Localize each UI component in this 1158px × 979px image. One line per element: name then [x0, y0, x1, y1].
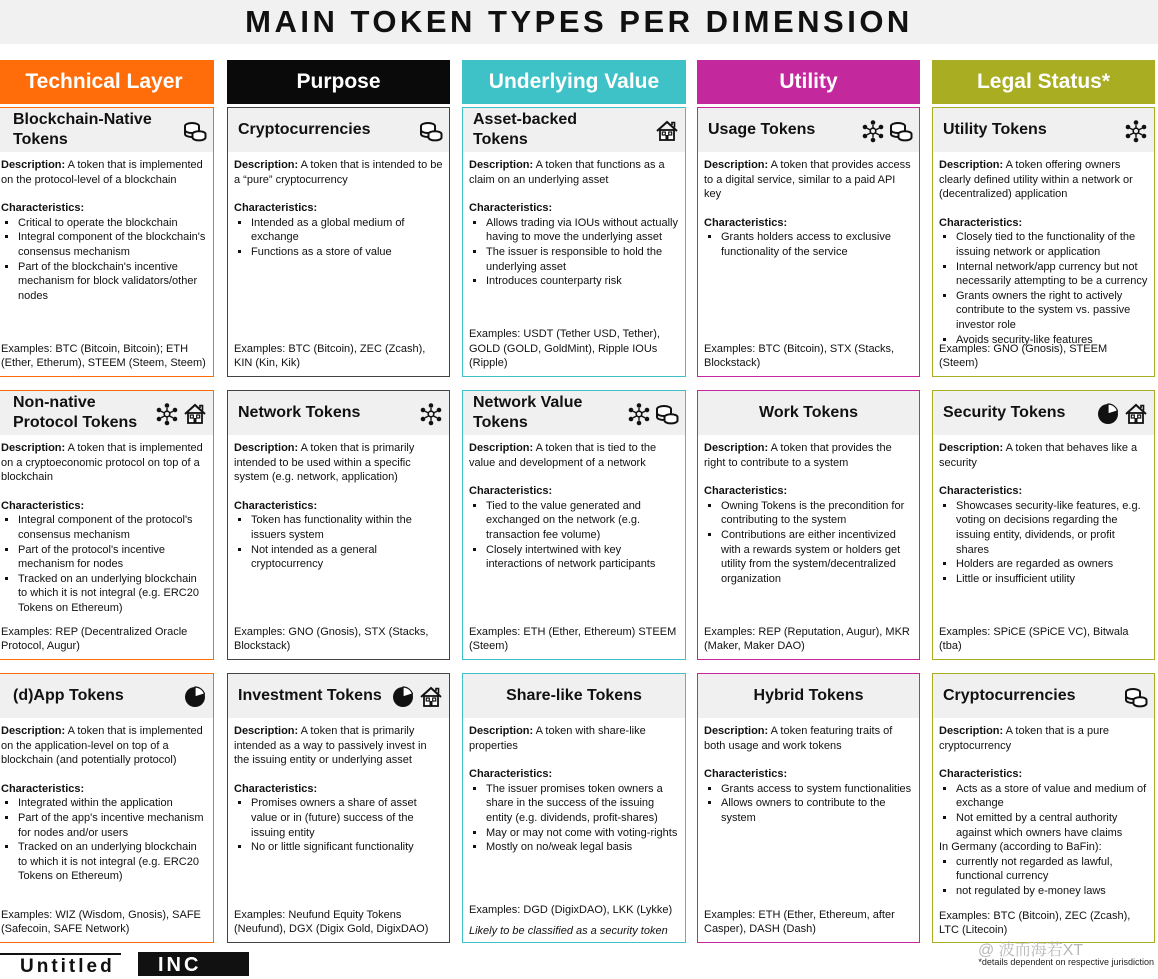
characteristic-item: ▪ Grants holders access to exclusive functionality of the service — [721, 230, 913, 259]
card-icons — [1096, 402, 1148, 426]
token-card — [227, 673, 450, 943]
description-spacer — [234, 485, 443, 499]
card-body — [0, 435, 213, 616]
column-header-5: Legal Status* — [932, 60, 1155, 104]
coins-icon — [1124, 685, 1148, 709]
coins-icon — [419, 119, 443, 143]
characteristic-item: ▪ not regulated by e-money laws — [956, 884, 1148, 899]
card-body — [698, 152, 919, 260]
characteristic-item: ▪ Intended as a global medium of exchange — [251, 216, 443, 245]
examples — [469, 327, 679, 371]
characteristic-item: ▪ Acts as a store of value and medium of exchange — [956, 782, 1148, 811]
description-label: Description: — [469, 159, 534, 171]
description-text: A token featuring traits of both usage and work tokens — [704, 725, 893, 752]
characteristic-item: ▪ Tracked on an underlying blockchain to which it is not integral (e.g. ERC20 Tokens on Ethereum) — [18, 840, 207, 884]
card-icons — [655, 119, 679, 143]
card-icons — [1124, 119, 1148, 143]
description-label: Description: — [234, 159, 299, 171]
description-label: Description: — [704, 159, 769, 171]
card-title: Non-native Protocol Tokens — [13, 394, 138, 431]
card-body — [933, 152, 1154, 347]
characteristic-item: ▪ Not emitted by a central authority against which owners have claims — [956, 811, 1148, 840]
token-card — [697, 390, 920, 660]
characteristics-label: Characteristics: — [1, 202, 85, 215]
description-label: Description: — [939, 442, 1004, 454]
examples-text: DGD (DigixDAO), LKK (Lykke) — [523, 904, 673, 917]
description-spacer — [1, 768, 207, 782]
characteristic-item: ▪ Closely intertwined with key interactions of network participants — [486, 543, 679, 572]
description-text: A token that is a pure cryptocurrency — [939, 725, 1109, 752]
card-title: Investment Tokens — [238, 687, 382, 704]
description-text: A token that provides the right to contribute to a system — [704, 442, 892, 469]
characteristic-item: ▪ Closely tied to the functionality of the issuing network or application — [956, 230, 1148, 259]
description-text: A token with share-like properties — [469, 725, 646, 752]
card-body — [698, 718, 919, 826]
card-header — [698, 108, 919, 152]
examples-text: SPiCE (SPiCE VC), Bitwala (tba) — [939, 625, 1129, 653]
column-header-2: Purpose — [227, 60, 450, 104]
characteristic-item: ▪ Grants owners the right to actively contribute to the system vs. passive investor role — [956, 289, 1148, 333]
house-icon — [655, 119, 679, 143]
description — [469, 724, 679, 753]
description — [1, 441, 207, 485]
card-body — [228, 152, 449, 260]
description — [939, 441, 1148, 470]
examples-text: GNO (Gnosis), STX (Stacks, Blockstack) — [234, 625, 429, 653]
characteristics-list — [1, 216, 207, 304]
examples-label: Examples: — [234, 342, 286, 355]
examples-label: Examples: — [469, 625, 521, 638]
characteristics-label: Characteristics: — [234, 202, 318, 215]
description-text: A token that is intended to be a “pure” cryptocurrency — [234, 159, 443, 186]
examples-text: USDT (Tether USD, Tether), GOLD (GOLD, GoldMint), Ripple IOUs (Ripple) — [469, 328, 660, 370]
card-header — [698, 674, 919, 718]
examples-label: Examples: — [1, 908, 53, 921]
examples — [234, 625, 443, 654]
card-header — [933, 108, 1154, 152]
examples-text: WIZ (Wisdom, Gnosis), SAFE (Safecoin, SAFE Network) — [1, 908, 201, 936]
card-title: Security Tokens — [943, 404, 1066, 421]
card-body — [933, 718, 1154, 899]
characteristics-list — [1, 796, 207, 884]
characteristics-list — [939, 230, 1148, 347]
examples — [704, 625, 913, 654]
characteristic-item: ▪ Internal network/app currency but not necessarily attempting to be a currency — [956, 260, 1148, 289]
characteristics-list — [469, 216, 679, 289]
card-header — [228, 674, 449, 718]
examples-text: BTC (Bitcoin, Bitcoin); ETH (Ether, Etherum), STEEM (Steem, Steem) — [1, 342, 206, 370]
characteristics-list — [704, 782, 913, 826]
description-text: A token that provides access to a digital service, similar to a paid API key — [704, 159, 911, 201]
coins-icon — [889, 119, 913, 143]
examples-label: Examples: — [939, 342, 991, 355]
card-title: Asset-backed Tokens — [473, 111, 578, 148]
characteristics-list — [704, 499, 913, 587]
house-icon — [183, 402, 207, 426]
description-label: Description: — [234, 442, 299, 454]
description-spacer — [704, 470, 913, 484]
description — [1, 724, 207, 768]
characteristic-item: ▪ Allows trading via IOUs without actually having to move the underlying asset — [486, 216, 679, 245]
card-title: Hybrid Tokens — [753, 687, 864, 704]
examples-text: ETH (Ether, Ethereum) STEEM (Steem) — [469, 625, 677, 653]
description — [234, 441, 443, 485]
examples-label: Examples: — [1, 342, 53, 355]
description-label: Description: — [1, 725, 66, 737]
card-icons — [155, 402, 207, 426]
characteristics-label: Characteristics: — [469, 485, 553, 498]
characteristics-label: Characteristics: — [704, 216, 788, 229]
examples — [469, 625, 679, 654]
characteristic-item: ▪ The issuer is responsible to hold the underlying asset — [486, 245, 679, 274]
token-card — [932, 673, 1155, 943]
card-body — [463, 718, 685, 855]
examples — [939, 909, 1148, 938]
characteristic-item: ▪ Contributions are either incentivized with a rewards system or holders get utility from the system/decentralized organization — [721, 528, 913, 586]
examples-text: REP (Reputation, Augur), MKR (Maker, Maker DAO) — [704, 625, 910, 653]
network-icon — [627, 402, 651, 426]
characteristic-item: ▪ May or may not come with voting-rights — [486, 826, 679, 841]
characteristic-item: ▪ Tied to the value generated and exchanged on the network (e.g. transaction fee volume) — [486, 499, 679, 543]
description — [1, 158, 207, 187]
characteristics-list — [234, 796, 443, 854]
examples — [234, 342, 443, 371]
examples-text: BTC (Bitcoin), ZEC (Zcash), LTC (Litecoin) — [939, 909, 1131, 937]
pie-chart-icon — [183, 685, 207, 709]
characteristics-label: Characteristics: — [234, 499, 318, 512]
description-spacer — [704, 202, 913, 216]
token-card — [932, 390, 1155, 660]
network-icon — [419, 402, 443, 426]
characteristic-item: ▪ Holders are regarded as owners — [956, 557, 1148, 572]
description — [939, 724, 1148, 753]
characteristics-label: Characteristics: — [704, 485, 788, 498]
card-icons — [1124, 685, 1148, 709]
card-title: Utility Tokens — [943, 121, 1047, 138]
footnote: *details dependent on respective jurisdiction — [978, 957, 1154, 967]
characteristic-item: ▪ Integral component of the blockchain's consensus mechanism — [18, 230, 207, 259]
token-card — [0, 390, 214, 660]
description-spacer — [939, 470, 1148, 484]
description-text: A token that is tied to the value and development of a network — [469, 442, 657, 469]
description-spacer — [234, 187, 443, 201]
examples-text: BTC (Bitcoin), ZEC (Zcash), KIN (Kin, Kik) — [234, 342, 426, 370]
description-label: Description: — [1, 442, 66, 454]
characteristic-item: ▪ Integral component of the protocol's consensus mechanism — [18, 513, 207, 542]
characteristic-item: ▪ Mostly on no/weak legal basis — [486, 840, 679, 855]
characteristics-list — [469, 782, 679, 855]
examples-label: Examples: — [234, 625, 286, 638]
card-header — [463, 674, 685, 718]
card-icons — [183, 119, 207, 143]
token-card — [462, 390, 686, 660]
description-spacer — [469, 753, 679, 767]
description-spacer — [469, 187, 679, 201]
description-text: A token that is primarily intended as a way to passively invest in the issuing entity or underlying asset — [234, 725, 427, 767]
column-header-3: Underlying Value — [462, 60, 686, 104]
description-label: Description: — [234, 725, 299, 737]
card-icons — [627, 402, 679, 426]
house-icon — [1124, 402, 1148, 426]
characteristics-label: Characteristics: — [939, 485, 1023, 498]
examples — [939, 342, 1148, 371]
column-header-4: Utility — [697, 60, 920, 104]
card-title: (d)App Tokens — [13, 687, 124, 704]
characteristics-list — [939, 782, 1148, 840]
characteristic-item: ▪ Promises owners a share of asset value or in (future) success of the issuing entity — [251, 796, 443, 840]
description-label: Description: — [704, 442, 769, 454]
card-body — [228, 718, 449, 855]
examples-text: GNO (Gnosis), STEEM (Steem) — [939, 342, 1108, 370]
description — [704, 441, 913, 470]
token-card — [697, 673, 920, 943]
card-body — [228, 435, 449, 572]
card-title: Network Value Tokens — [473, 394, 583, 431]
token-card — [0, 107, 214, 377]
column-header-1: Technical Layer — [0, 60, 214, 104]
network-icon — [155, 402, 179, 426]
card-body — [463, 152, 685, 289]
description-text: A token that is implemented on a cryptoeconomic protocol on top of a blockchain — [1, 442, 203, 484]
characteristic-item: ▪ Showcases security-like features, e.g. voting on decisions regarding the issuing entity, dividends, or profit shares — [956, 499, 1148, 557]
page-title: MAIN TOKEN TYPES PER DIMENSION — [245, 4, 913, 39]
card-header — [0, 674, 213, 718]
characteristics-label: Characteristics: — [469, 202, 553, 215]
card-header — [933, 674, 1154, 718]
examples — [1, 342, 207, 371]
examples-label: Examples: — [469, 328, 521, 341]
description-label: Description: — [939, 725, 1004, 737]
description-text: A token that functions as a claim on an underlying asset — [469, 159, 665, 186]
characteristic-item: ▪ The issuer promises token owners a share in the success of the issuing entity (e.g. dividends, profit-shares) — [486, 782, 679, 826]
characteristic-item: ▪ Tracked on an underlying blockchain to which it is not integral (e.g. ERC20 Tokens on Ethereum) — [18, 572, 207, 616]
examples-text: ETH (Ether, Ethereum, after Casper), DASH (Dash) — [704, 908, 895, 936]
description-text: A token that is primarily intended to be used within a specific system (e.g. network, application) — [234, 442, 415, 484]
examples — [939, 625, 1148, 654]
description — [704, 158, 913, 202]
characteristic-item: ▪ Introduces counterparty risk — [486, 274, 679, 289]
classification-note: Likely to be classified as a security token — [469, 925, 668, 937]
characteristic-item: ▪ Part of the app's incentive mechanism for nodes and/or users — [18, 811, 207, 840]
characteristic-item: ▪ currently not regarded as lawful, functional currency — [956, 855, 1148, 884]
characteristic-item: ▪ Allows owners to contribute to the system — [721, 796, 913, 825]
token-card — [462, 107, 686, 377]
card-title: Cryptocurrencies — [943, 687, 1076, 704]
token-card — [697, 107, 920, 377]
card-header — [0, 108, 213, 152]
house-icon — [419, 685, 443, 709]
characteristics-list — [939, 499, 1148, 587]
characteristics-list — [1, 513, 207, 615]
logo-untitled: Untitled — [0, 953, 121, 978]
description-spacer — [1, 187, 207, 201]
card-title: Blockchain-Native Tokens — [13, 111, 152, 148]
card-icons — [419, 119, 443, 143]
token-card — [227, 107, 450, 377]
token-card — [227, 390, 450, 660]
coins-icon — [183, 119, 207, 143]
description-text: A token that is implemented on the application-level on top of a blockchain (and potentially protocol) — [1, 725, 203, 767]
card-title: Cryptocurrencies — [238, 121, 371, 138]
jurisdiction-list — [939, 855, 1148, 899]
token-card — [0, 673, 214, 943]
characteristic-item: ▪ Avoids security-like features — [956, 333, 1148, 348]
pie-chart-icon — [1096, 402, 1120, 426]
examples-label: Examples: — [469, 904, 521, 917]
characteristics-label: Characteristics: — [1, 782, 85, 795]
characteristics-list — [234, 216, 443, 260]
description-spacer — [939, 202, 1148, 216]
card-body — [698, 435, 919, 586]
characteristic-item: ▪ No or little significant functionality — [251, 840, 443, 855]
description-text: A token that behaves like a security — [939, 442, 1138, 469]
examples — [1, 625, 207, 654]
network-icon — [861, 119, 885, 143]
watermark: @ 波而海若XT — [978, 942, 1084, 959]
characteristic-item: ▪ Owning Tokens is the precondition for contributing to the system — [721, 499, 913, 528]
examples-text: REP (Decentralized Oracle Protocol, Augur) — [1, 625, 188, 653]
card-title: Network Tokens — [238, 404, 361, 421]
examples — [704, 342, 913, 371]
characteristics-list — [704, 230, 913, 259]
characteristic-item: ▪ Critical to operate the blockchain — [18, 216, 207, 231]
characteristics-list — [234, 513, 443, 571]
examples-label: Examples: — [704, 342, 756, 355]
characteristics-label: Characteristics: — [234, 782, 318, 795]
description — [234, 158, 443, 187]
examples-text: Neufund Equity Tokens (Neufund), DGX (Digix Gold, DigixDAO) — [234, 908, 429, 936]
card-icons — [419, 402, 443, 426]
description-label: Description: — [469, 442, 534, 454]
card-header — [463, 108, 685, 152]
characteristics-list — [469, 499, 679, 572]
description-label: Description: — [704, 725, 769, 737]
description — [469, 441, 679, 470]
card-body — [0, 718, 213, 884]
examples-label: Examples: — [704, 908, 756, 921]
card-title: Work Tokens — [759, 404, 858, 421]
logo-inc: INC — [138, 952, 249, 976]
description-spacer — [469, 470, 679, 484]
characteristics-label: Characteristics: — [704, 768, 788, 781]
card-header — [0, 391, 213, 435]
examples-label: Examples: — [234, 908, 286, 921]
description-spacer — [939, 753, 1148, 767]
card-header — [228, 391, 449, 435]
coins-icon — [655, 402, 679, 426]
characteristic-item: ▪ Token has functionality within the issuers system — [251, 513, 443, 542]
card-icons — [183, 685, 207, 709]
description — [704, 724, 913, 753]
characteristic-item: ▪ Not intended as a general cryptocurrency — [251, 543, 443, 572]
description-label: Description: — [1, 159, 66, 171]
token-card — [932, 107, 1155, 377]
description-label: Description: — [939, 159, 1004, 171]
characteristic-item: ▪ Integrated within the application — [18, 796, 207, 811]
card-icons — [861, 119, 913, 143]
characteristics-label: Characteristics: — [469, 768, 553, 781]
characteristics-label: Characteristics: — [939, 216, 1023, 229]
examples-text: BTC (Bitcoin), STX (Stacks, Blockstack) — [704, 342, 895, 370]
description — [469, 158, 679, 187]
examples-label: Examples: — [939, 909, 991, 922]
card-header — [228, 108, 449, 152]
characteristics-label: Characteristics: — [1, 499, 85, 512]
characteristic-item: ▪ Little or insufficient utility — [956, 572, 1148, 587]
card-title: Share-like Tokens — [506, 687, 642, 704]
description — [234, 724, 443, 768]
description-spacer — [1, 485, 207, 499]
examples-label: Examples: — [1, 625, 53, 638]
examples — [234, 908, 443, 937]
jurisdiction-note: In Germany (according to BaFin): — [939, 841, 1102, 854]
characteristic-item: ▪ Part of the protocol's incentive mechanism for nodes — [18, 543, 207, 572]
description-text: A token that is implemented on the protocol-level of a blockchain — [1, 159, 203, 186]
examples — [704, 908, 913, 937]
characteristic-item: ▪ Functions as a store of value — [251, 245, 443, 260]
description-text: A token offering owners clearly defined utility within a network or (decentralized) application — [939, 159, 1133, 201]
description-spacer — [704, 753, 913, 767]
token-card — [462, 673, 686, 943]
card-icons — [391, 685, 443, 709]
card-body — [933, 435, 1154, 586]
description-spacer — [234, 768, 443, 782]
description-label: Description: — [469, 725, 534, 737]
examples — [469, 903, 679, 918]
characteristic-item: ▪ Part of the blockchain's incentive mechanism for block validators/other nodes — [18, 260, 207, 304]
pie-chart-icon — [391, 685, 415, 709]
card-header — [933, 391, 1154, 435]
characteristics-label: Characteristics: — [939, 768, 1023, 781]
description — [939, 158, 1148, 202]
examples-label: Examples: — [704, 625, 756, 638]
card-header — [463, 391, 685, 435]
characteristic-item: ▪ Grants access to system functionalities — [721, 782, 913, 797]
card-title: Usage Tokens — [708, 121, 816, 138]
card-header — [698, 391, 919, 435]
network-icon — [1124, 119, 1148, 143]
card-body — [0, 152, 213, 303]
examples — [1, 908, 207, 937]
examples-label: Examples: — [939, 625, 991, 638]
card-body — [463, 435, 685, 572]
